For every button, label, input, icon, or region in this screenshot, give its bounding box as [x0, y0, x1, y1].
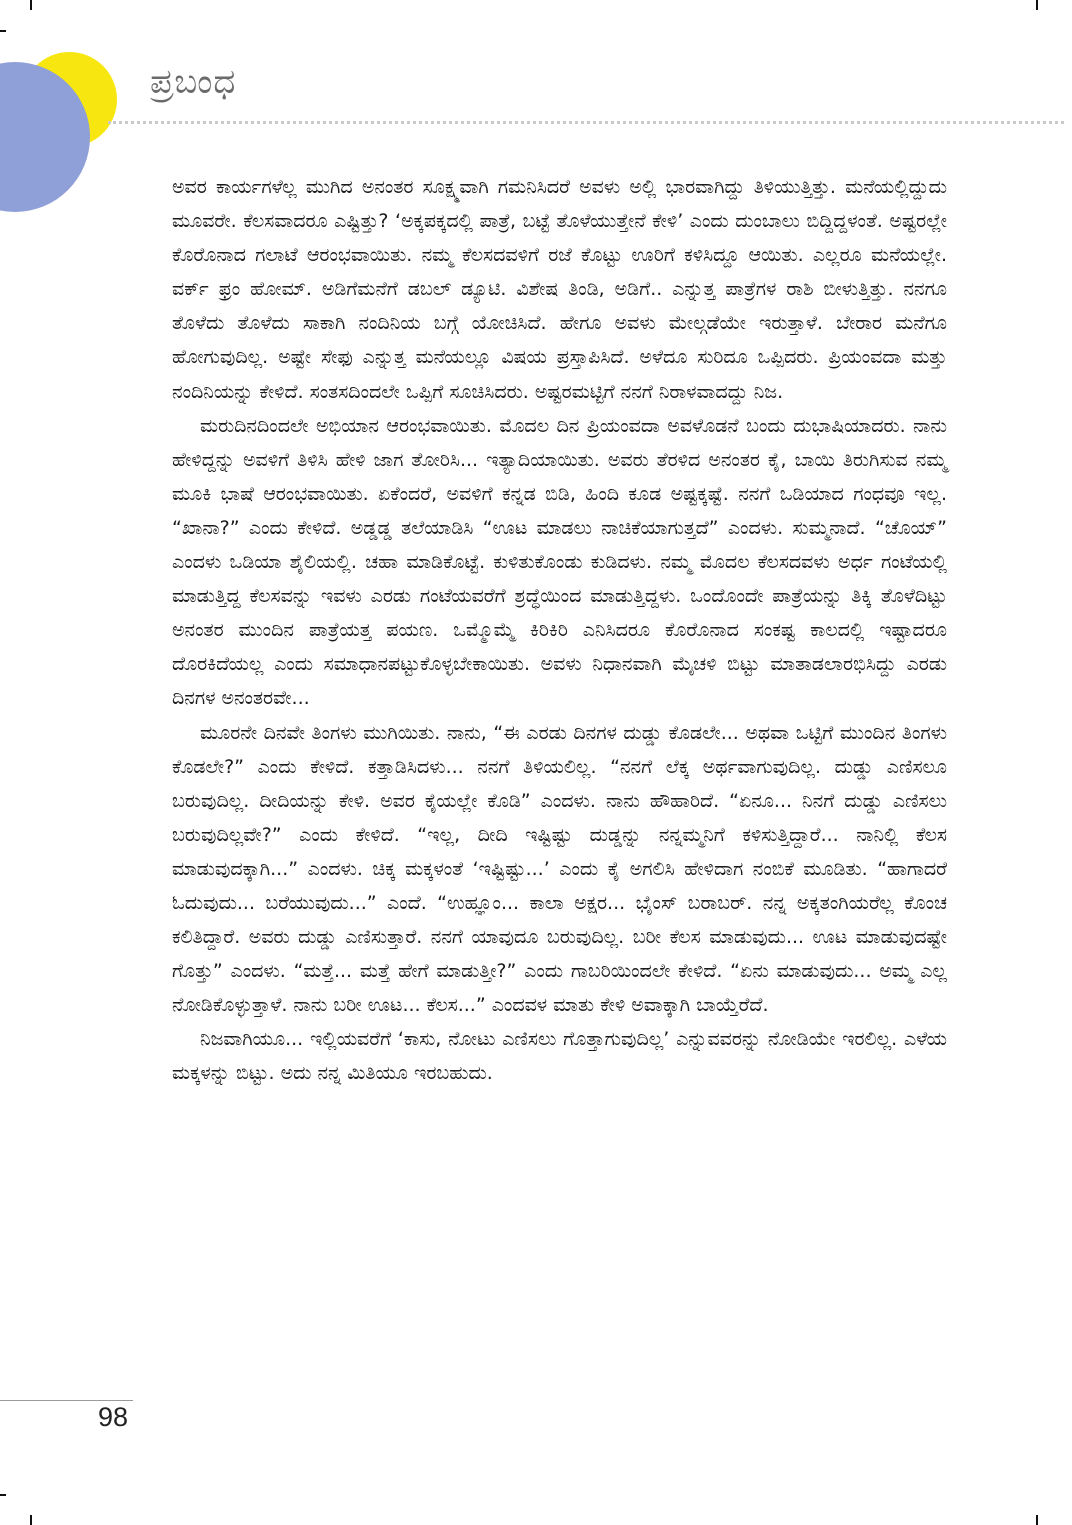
- article-body: [172, 170, 947, 1091]
- crop-mark-top-right: [1036, 0, 1038, 10]
- crop-mark-left-top: [0, 30, 6, 32]
- page-number: 98: [98, 1402, 129, 1432]
- crop-mark-bottom-left: [30, 1515, 32, 1525]
- section-title: ಪ್ರಬಂಧ: [150, 62, 237, 102]
- paragraph-3: ಮೂರನೇ ದಿನವೇ ತಿಂಗಳು ಮುಗಿಯಿತು. ನಾನು, “ಈ ಎರಡು ದಿನಗಳ ದುಡ್ಡು ಕೊಡಲೇ... ಅಥವಾ ಒಟ್ಟಿಗೆ ಮುಂದಿನ ತಿಂಗಳು ಕೊಡಲೇ?” ಎಂದು ಕೇಳಿದೆ. ಕತ್ತಾಡಿಸಿದಳು... ನನಗೆ ತಿಳಿಯಲಿಲ್ಲ. “ನನಗೆ ಲೆಕ್ಕ ಅರ್ಥವಾಗುವುದಿಲ್ಲ. ದುಡ್ಡು ಎಣಿಸಲೂ ಬರುವುದಿಲ್ಲ. ದೀದಿಯನ್ನು ಕೇಳಿ. ಅವರ ಕೈಯಲ್ಲೇ ಕೊಡಿ” ಎಂದಳು. ನಾನು ಹೌಹಾರಿದೆ. “ಏನೂ... ನಿನಗೆ ದುಡ್ಡು ಎಣಿಸಲು ಬರುವುದಿಲ್ಲವೇ?” ಎಂದು ಕೇಳಿದೆ. “ಇಲ್ಲ, ದೀದಿ ಇಷ್ಟಿಷ್ಟು ದುಡ್ಡನ್ನು ನನ್ನಮ್ಮನಿಗೆ ಕಳಿಸುತ್ತಿದ್ದಾರೆ... ನಾನಿಲ್ಲಿ ಕೆಲಸ ಮಾಡುವುದಕ್ಕಾಗಿ...” ಎಂದಳು. ಚಿಕ್ಕ ಮಕ್ಕಳಂತೆ ‘ಇಷ್ಟಿಷ್ಟು...’ ಎಂದು ಕೈ ಅಗಲಿಸಿ ಹೇಳಿದಾಗ ನಂಬಿಕೆ ಮೂಡಿತು. “ಹಾಗಾದರೆ ಓದುವುದು... ಬರೆಯುವುದು...” ಎಂದೆ. “ಉಹ್ಞೂಂ... ಕಾಲಾ ಅಕ್ಷರ... ಭೈಂಸ್ ಬರಾಬರ್. ನನ್ನ ಅಕ್ಕತಂಗಿಯರೆಲ್ಲ ಕೊಂಚ ಕಲಿತಿದ್ದಾರೆ. ಅವರು ದುಡ್ಡು ಎಣಿಸುತ್ತಾರೆ. ನನಗೆ ಯಾವುದೂ ಬರುವುದಿಲ್ಲ. ಬರೀ ಕೆಲಸ ಮಾಡುವುದು... ಊಟ ಮಾಡುವುದಷ್ಟೇ ಗೊತ್ತು” ಎಂದಳು. “ಮತ್ತೆ... ಮತ್ತೆ ಹೇಗೆ ಮಾಡುತ್ತೀ?” ಎಂದು ಗಾಬರಿಯಿಂದಲೇ ಕೇಳಿದೆ. “ಏನು ಮಾಡುವುದು... ಅಮ್ಮ ಎಲ್ಲ ನೋಡಿಕೊಳ್ಳುತ್ತಾಳೆ. ನಾನು ಬರೀ ಊಟ... ಕೆಲಸ...” ಎಂದವಳ ಮಾತು ಕೇಳಿ ಅವಾಕ್ಕಾಗಿ ಬಾಯ್ತೆರೆದೆ.: [172, 721, 947, 1017]
- paragraph-4: ನಿಜವಾಗಿಯೂ... ಇಲ್ಲಿಯವರೆಗೆ ‘ಕಾಸು, ನೋಟು ಎಣಿಸಲು ಗೊತ್ತಾಗುವುದಿಲ್ಲ’ ಎನ್ನುವವರನ್ನು ನೋಡಿಯೇ ಇರಲಿಲ್ಲ. ಎಳೆಯ ಮಕ್ಕಳನ್ನು ಬಿಟ್ಟು. ಅದು ನನ್ನ ಮಿತಿಯೂ ಇರಬಹುದು.: [172, 1028, 947, 1085]
- dotted-divider: [108, 121, 1064, 124]
- paragraph-2: ಮರುದಿನದಿಂದಲೇ ಅಭಿಯಾನ ಆರಂಭವಾಯಿತು. ಮೊದಲ ದಿನ ಪ್ರಿಯಂವದಾ ಅವಳೊಡನೆ ಬಂದು ದುಭಾಷಿಯಾದರು. ನಾನು ಹೇಳಿದ್ದನ್ನು ಅವಳಿಗೆ ತಿಳಿಸಿ ಹೇಳಿ ಜಾಗ ತೋರಿಸಿ... ಇತ್ಯಾದಿಯಾಯಿತು. ಅವರು ತೆರಳಿದ ಅನಂತರ ಕೈ, ಬಾಯಿ ತಿರುಗಿಸುವ ನಮ್ಮ ಮೂಕಿ ಭಾಷೆ ಆರಂಭವಾಯಿತು. ಏಕೆಂದರೆ, ಅವಳಿಗೆ ಕನ್ನಡ ಬಿಡಿ, ಹಿಂದಿ ಕೂಡ ಅಷ್ಟಕ್ಕಷ್ಟೆ. ನನಗೆ ಒಡಿಯಾದ ಗಂಧವೂ ಇಲ್ಲ. “ಖಾನಾ?” ಎಂದು ಕೇಳಿದೆ. ಅಡ್ಡಡ್ಡ ತಲೆಯಾಡಿಸಿ “ಊಟ ಮಾಡಲು ನಾಚಿಕೆಯಾಗುತ್ತದೆ” ಎಂದಳು. ಸುಮ್ಮನಾದೆ. “ಚೊಯ್” ಎಂದಳು ಒಡಿಯಾ ಶೈಲಿಯಲ್ಲಿ. ಚಹಾ ಮಾಡಿಕೊಟ್ಟೆ. ಕುಳಿತುಕೊಂಡು ಕುಡಿದಳು. ನಮ್ಮ ಮೊದಲ ಕೆಲಸದವಳು ಅರ್ಧ ಗಂಟೆಯಲ್ಲಿ ಮಾಡುತ್ತಿದ್ದ ಕೆಲಸವನ್ನು ಇವಳು ಎರಡು ಗಂಟೆಯವರೆಗೆ ಶ್ರದ್ಧೆಯಿಂದ ಮಾಡುತ್ತಿದ್ದಳು. ಒಂದೊಂದೇ ಪಾತ್ರೆಯನ್ನು ತಿಕ್ಕಿ ತೊಳೆದಿಟ್ಟು ಅನಂತರ ಮುಂದಿನ ಪಾತ್ರೆಯತ್ತ ಪಯಣ. ಒಮ್ಮೊಮ್ಮೆ ಕಿರಿಕಿರಿ ಎನಿಸಿದರೂ ಕೊರೊನಾದ ಸಂಕಷ್ಟ ಕಾಲದಲ್ಲಿ ಇಷ್ಟಾದರೂ ದೊರಕಿದೆಯಲ್ಲ ಎಂದು ಸಮಾಧಾನಪಟ್ಟುಕೊಳ್ಳಬೇಕಾಯಿತು. ಅವಳು ನಿಧಾನವಾಗಿ ಮೈಚಳಿ ಬಿಟ್ಟು ಮಾತಾಡಲಾರಭಿಸಿದ್ದು ಎರಡು ದಿನಗಳ ಅನಂತರವೇ...: [172, 414, 947, 710]
- crop-mark-top-left: [30, 0, 32, 10]
- paragraph-1: ಅವರ ಕಾರ್ಯಗಳೆಲ್ಲ ಮುಗಿದ ಅನಂತರ ಸೂಕ್ಷ್ಮವಾಗಿ ಗಮನಿಸಿದರೆ ಅವಳು ಅಲ್ಲಿ ಭಾರವಾಗಿದ್ದು ತಿಳಿಯುತ್ತಿತ್ತು. ಮನೆಯಲ್ಲಿದ್ದುದು ಮೂವರೇ. ಕೆಲಸವಾದರೂ ಎಷ್ಟಿತ್ತು? ‘ಅಕ್ಕಪಕ್ಕದಲ್ಲಿ ಪಾತ್ರೆ, ಬಟ್ಟೆ ತೊಳೆಯುತ್ತೇನೆ ಕೇಳಿ’ ಎಂದು ದುಂಬಾಲು ಬಿದ್ದಿದ್ದಳಂತೆ. ಅಷ್ಟರಲ್ಲೇ ಕೊರೊನಾದ ಗಲಾಟೆ ಆರಂಭವಾಯಿತು. ನಮ್ಮ ಕೆಲಸದವಳಿಗೆ ರಜೆ ಕೊಟ್ಟು ಊರಿಗೆ ಕಳಿಸಿದ್ದೂ ಆಯಿತು. ಎಲ್ಲರೂ ಮನೆಯಲ್ಲೇ. ವರ್ಕ್ ಫ್ರಂ ಹೋಮ್. ಅಡಿಗೆಮನೆಗೆ ಡಬಲ್ ಡ್ಯೂಟಿ. ವಿಶೇಷ ತಿಂಡಿ, ಅಡಿಗೆ.. ಎನ್ನುತ್ತ ಪಾತ್ರೆಗಳ ರಾಶಿ ಬೀಳುತ್ತಿತ್ತು. ನನಗೂ ತೊಳೆದು ತೊಳೆದು ಸಾಕಾಗಿ ನಂದಿನಿಯ ಬಗ್ಗೆ ಯೋಚಿಸಿದೆ. ಹೇಗೂ ಅವಳು ಮೇಲ್ಗಡೆಯೇ ಇರುತ್ತಾಳೆ. ಬೇರಾರ ಮನೆಗೂ ಹೋಗುವುದಿಲ್ಲ. ಅಷ್ಟೇ ಸೇಫು ಎನ್ನುತ್ತ ಮನೆಯಲ್ಲೂ ವಿಷಯ ಪ್ರಸ್ತಾಪಿಸಿದೆ. ಅಳೆದೂ ಸುರಿದೂ ಒಪ್ಪಿದರು. ಪ್ರಿಯಂವದಾ ಮತ್ತು ನಂದಿನಿಯನ್ನು ಕೇಳಿದೆ. ಸಂತಸದಿಂದಲೇ ಒಪ್ಪಿಗೆ ಸೂಚಿಸಿದರು. ಅಷ್ಟರಮಟ್ಟಿಗೆ ನನಗೆ ನಿರಾಳವಾದದ್ದು ನಿಜ.: [172, 176, 947, 403]
- crop-mark-left-bottom: [0, 1494, 6, 1496]
- crop-mark-bottom-right: [1036, 1515, 1038, 1525]
- footer-divider: [0, 1400, 133, 1401]
